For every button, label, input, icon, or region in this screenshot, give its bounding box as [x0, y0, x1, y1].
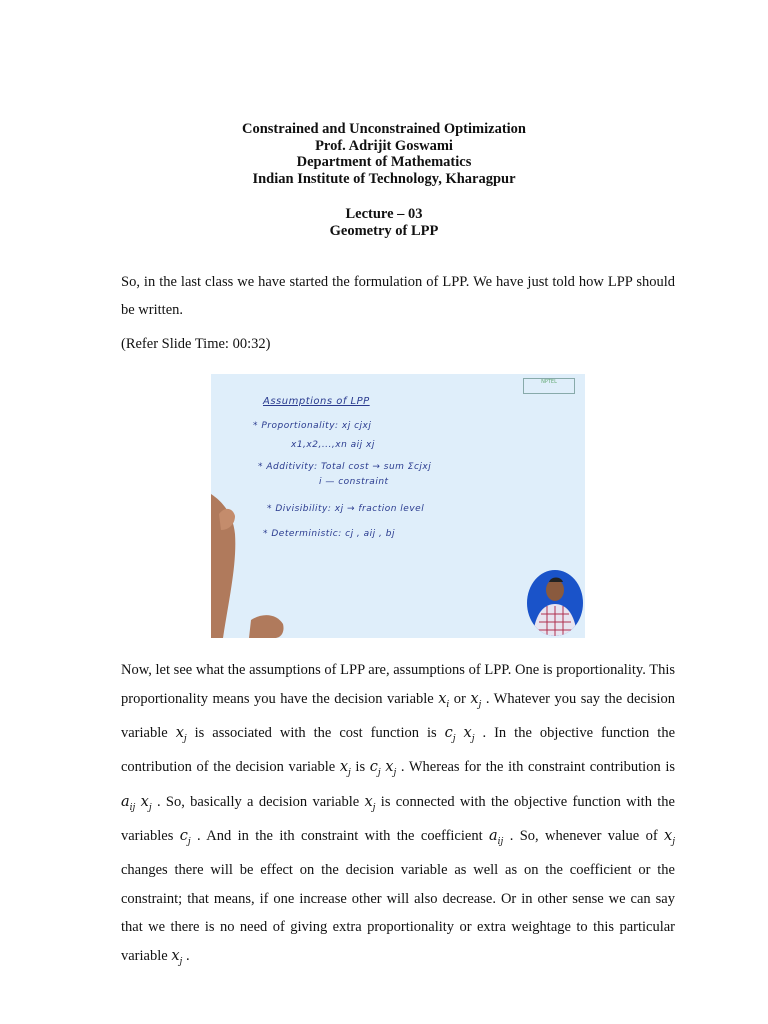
- text-segment: or: [453, 690, 471, 707]
- slide-line-deterministic: * Deterministic: cj , aij , bj: [263, 529, 395, 539]
- text-segment: . So, whenever value of: [509, 828, 665, 845]
- var-c-j: $c_j$: [444, 724, 456, 744]
- professor-name: Prof. Adrijit Goswami: [315, 137, 453, 154]
- intro-paragraph: So, in the last class we have started the formulation of LPP. We have just told how LPP should be written.: [121, 274, 675, 318]
- slide-line-divisibility: * Divisibility: xj → fraction level: [267, 504, 425, 514]
- var-x-j: $x_j$: [364, 793, 376, 813]
- slide-time-reference: (Refer Slide Time: 00:32): [121, 336, 271, 352]
- var-x-j: $x_j$: [171, 947, 183, 967]
- text-segment: is associated with the cost function is: [194, 724, 445, 741]
- var-x-j: $x_j$: [664, 828, 676, 847]
- slide-line-proportionality: * Proportionality: xj cjxj: [253, 421, 372, 431]
- var-a-ij: $a_{ij}$: [121, 793, 136, 813]
- text-segment: . Whereas for the ith constraint contribution is: [400, 759, 675, 776]
- text-segment: . So, basically a decision variable: [156, 793, 365, 810]
- var-x-j: $x_j$: [339, 759, 351, 779]
- var-c-j: $c_j$: [369, 759, 381, 779]
- course-title: Constrained and Unconstrained Optimization: [242, 121, 526, 137]
- text-segment: is: [355, 759, 370, 776]
- var-x-j: $x_j$: [385, 759, 397, 779]
- text-segment: . And in the ith constraint with the coefficient: [197, 828, 489, 845]
- text-segment: .: [185, 947, 190, 964]
- text-segment: changes there will be effect on the decision variable as well as on the coefficient or the constraint; that means, if one increase other will also decrease. Or in other sense we can say that we there is no need of giving extra proportionality or extra weightage to this particular variable: [121, 862, 675, 964]
- department-name: Department of Mathematics: [296, 154, 472, 170]
- var-a-ij: $a_{ij}$: [489, 828, 504, 847]
- slide-line-additivity: * Additivity: Total cost → sum Σcjxj: [258, 462, 432, 472]
- lecture-title: Geometry of LPP: [329, 222, 439, 239]
- lecture-slide-image: [211, 374, 585, 638]
- var-x-i: $x_i$: [438, 690, 450, 710]
- text-segment: is connected with the objective function with the variables: [121, 793, 675, 845]
- text-segment: . Whatever you say the decision variable: [121, 690, 676, 741]
- document-header: [0, 121, 768, 187]
- slide-title: Assumptions of LPP: [263, 396, 370, 407]
- text-segment: Now, let see what the assumptions of LPP are, assumptions of LPP. One is proportionality. This proportionality means you have the decision variable: [121, 662, 675, 707]
- lecture-heading: [0, 206, 768, 239]
- institute-name: Indian Institute of Technology, Kharagpur: [252, 170, 516, 187]
- presenter-icon: [527, 570, 583, 636]
- var-x-j: $x_j$: [470, 690, 482, 710]
- lecture-number: Lecture – 03: [345, 206, 423, 222]
- assumptions-paragraph: [121, 656, 675, 976]
- text-segment: . In the objective function the contribution of the decision variable: [121, 724, 675, 776]
- slide-line-constraint: i — constraint: [319, 477, 389, 487]
- slide-line-variables: x1,x2,...,xn aij xj: [291, 440, 375, 450]
- var-x-j: $x_j$: [175, 724, 187, 744]
- var-c-j: $c_j$: [179, 828, 191, 847]
- var-x-j: $x_j$: [463, 724, 475, 744]
- presenter-avatar: [527, 570, 583, 636]
- var-x-j: $x_j$: [140, 793, 152, 813]
- nptel-logo: NPTEL: [523, 378, 575, 394]
